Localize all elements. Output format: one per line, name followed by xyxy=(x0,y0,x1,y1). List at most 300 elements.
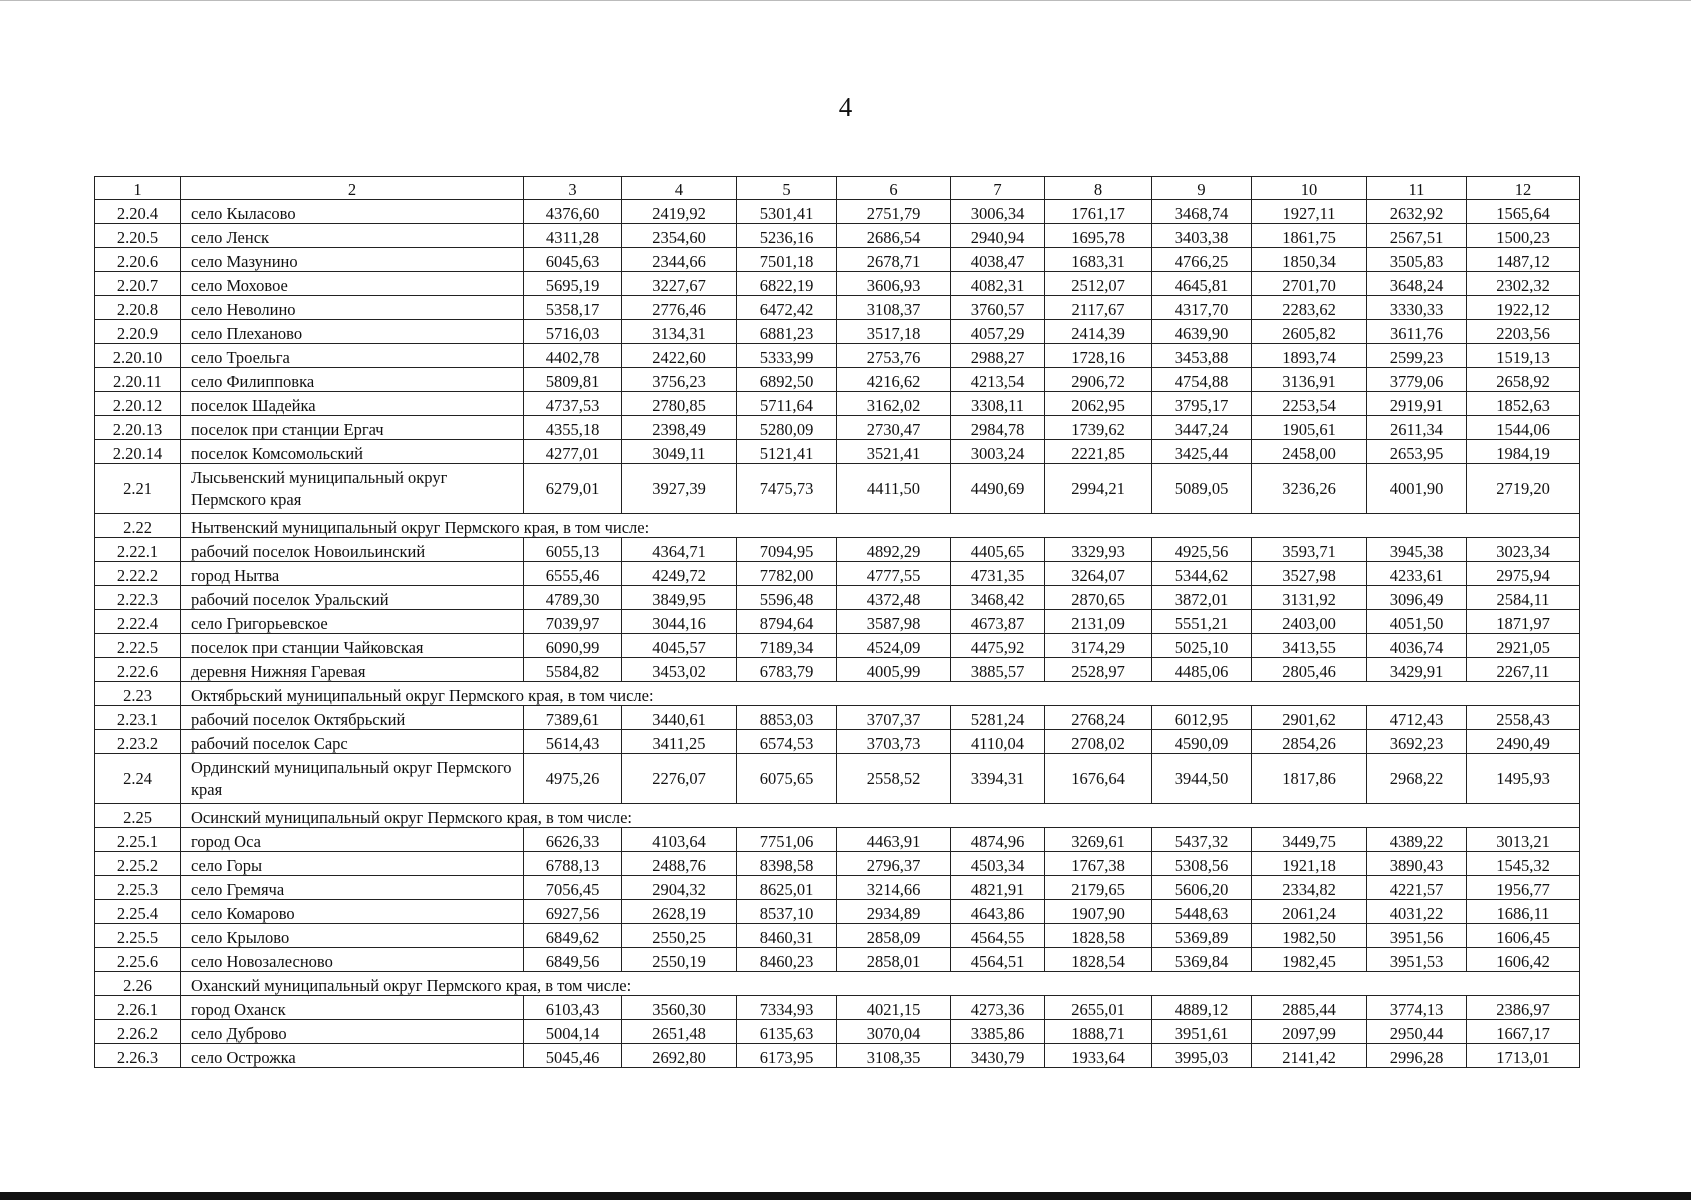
table-row xyxy=(95,416,1580,440)
row-code: 2.25.3 xyxy=(95,876,181,900)
value-cell: 1982,45 xyxy=(1252,948,1367,972)
page-top-edge xyxy=(0,0,1691,1)
value-cell: 3505,83 xyxy=(1367,248,1467,272)
value-cell: 2885,44 xyxy=(1252,996,1367,1020)
value-cell: 2994,21 xyxy=(1045,464,1152,514)
value-cell: 2655,01 xyxy=(1045,996,1152,1020)
value-cell: 4892,29 xyxy=(837,538,951,562)
value-cell: 6788,13 xyxy=(524,852,622,876)
row-code: 2.20.13 xyxy=(95,416,181,440)
value-cell: 3006,34 xyxy=(951,200,1045,224)
value-cell: 3890,43 xyxy=(1367,852,1467,876)
value-cell: 4564,55 xyxy=(951,924,1045,948)
value-cell: 2558,52 xyxy=(837,754,951,804)
value-cell: 3527,98 xyxy=(1252,562,1367,586)
value-cell: 7389,61 xyxy=(524,706,622,730)
value-cell: 2628,19 xyxy=(622,900,737,924)
value-cell: 5596,48 xyxy=(737,586,837,610)
row-name: поселок Шадейка xyxy=(181,392,524,416)
value-cell: 1495,93 xyxy=(1467,754,1580,804)
value-cell: 6822,19 xyxy=(737,272,837,296)
value-cell: 5716,03 xyxy=(524,320,622,344)
row-name: село Кыласово xyxy=(181,200,524,224)
value-cell: 2708,02 xyxy=(1045,730,1152,754)
value-cell: 5280,09 xyxy=(737,416,837,440)
value-cell: 2141,42 xyxy=(1252,1044,1367,1068)
value-cell: 3329,93 xyxy=(1045,538,1152,562)
row-code: 2.25.2 xyxy=(95,852,181,876)
value-cell: 4639,90 xyxy=(1152,320,1252,344)
value-cell: 1767,38 xyxy=(1045,852,1152,876)
value-cell: 2354,60 xyxy=(622,224,737,248)
row-name: село Новозалесново xyxy=(181,948,524,972)
row-code: 2.24 xyxy=(95,754,181,804)
value-cell: 3587,98 xyxy=(837,610,951,634)
value-cell: 7782,00 xyxy=(737,562,837,586)
value-cell: 4317,70 xyxy=(1152,296,1252,320)
column-number-header: 11 xyxy=(1367,177,1467,200)
row-name: город Оханск xyxy=(181,996,524,1020)
value-cell: 4402,78 xyxy=(524,344,622,368)
row-code: 2.21 xyxy=(95,464,181,514)
value-cell: 3945,38 xyxy=(1367,538,1467,562)
value-cell: 2651,48 xyxy=(622,1020,737,1044)
value-cell: 2422,60 xyxy=(622,344,737,368)
value-cell: 5308,56 xyxy=(1152,852,1252,876)
value-cell: 2528,97 xyxy=(1045,658,1152,682)
value-cell: 2870,65 xyxy=(1045,586,1152,610)
value-cell: 5089,05 xyxy=(1152,464,1252,514)
value-cell: 2796,37 xyxy=(837,852,951,876)
value-cell: 4355,18 xyxy=(524,416,622,440)
value-cell: 4405,65 xyxy=(951,538,1045,562)
value-cell: 4645,81 xyxy=(1152,272,1252,296)
value-cell: 4411,50 xyxy=(837,464,951,514)
table-row xyxy=(95,924,1580,948)
value-cell: 3134,31 xyxy=(622,320,737,344)
column-number-header: 9 xyxy=(1152,177,1252,200)
row-name: поселок при станции Чайковская xyxy=(181,634,524,658)
value-cell: 4731,35 xyxy=(951,562,1045,586)
value-cell: 1905,61 xyxy=(1252,416,1367,440)
value-cell: 6574,53 xyxy=(737,730,837,754)
column-number-header: 4 xyxy=(622,177,737,200)
value-cell: 3872,01 xyxy=(1152,586,1252,610)
row-name: рабочий поселок Уральский xyxy=(181,586,524,610)
table-row xyxy=(95,320,1580,344)
value-cell: 2692,80 xyxy=(622,1044,737,1068)
value-cell: 2858,09 xyxy=(837,924,951,948)
value-cell: 6626,33 xyxy=(524,828,622,852)
row-name: деревня Нижняя Гаревая xyxy=(181,658,524,682)
value-cell: 2780,85 xyxy=(622,392,737,416)
value-cell: 1893,74 xyxy=(1252,344,1367,368)
value-cell: 2906,72 xyxy=(1045,368,1152,392)
value-cell: 5711,64 xyxy=(737,392,837,416)
value-cell: 3951,61 xyxy=(1152,1020,1252,1044)
table-row xyxy=(95,610,1580,634)
value-cell: 4524,09 xyxy=(837,634,951,658)
row-name: поселок Комсомольский xyxy=(181,440,524,464)
value-cell: 3394,31 xyxy=(951,754,1045,804)
value-cell: 4376,60 xyxy=(524,200,622,224)
value-cell: 1695,78 xyxy=(1045,224,1152,248)
value-cell: 2653,95 xyxy=(1367,440,1467,464)
value-cell: 3692,23 xyxy=(1367,730,1467,754)
value-cell: 6075,65 xyxy=(737,754,837,804)
value-cell: 4021,15 xyxy=(837,996,951,1020)
value-cell: 2919,91 xyxy=(1367,392,1467,416)
value-cell: 4564,51 xyxy=(951,948,1045,972)
value-cell: 3429,91 xyxy=(1367,658,1467,682)
value-cell: 6927,56 xyxy=(524,900,622,924)
column-number-header: 10 xyxy=(1252,177,1367,200)
value-cell: 1828,54 xyxy=(1045,948,1152,972)
table-row xyxy=(95,392,1580,416)
value-cell: 4005,99 xyxy=(837,658,951,682)
value-cell: 4874,96 xyxy=(951,828,1045,852)
value-cell: 3774,13 xyxy=(1367,996,1467,1020)
value-cell: 2988,27 xyxy=(951,344,1045,368)
value-cell: 2934,89 xyxy=(837,900,951,924)
value-cell: 3521,41 xyxy=(837,440,951,464)
value-cell: 3453,02 xyxy=(622,658,737,682)
group-title: Октябрьский муниципальный округ Пермского края, в том числе: xyxy=(181,682,1580,706)
value-cell: 3453,88 xyxy=(1152,344,1252,368)
table-row xyxy=(95,344,1580,368)
value-cell: 3214,66 xyxy=(837,876,951,900)
row-name: село Комарово xyxy=(181,900,524,924)
value-cell: 2968,22 xyxy=(1367,754,1467,804)
value-cell: 1933,64 xyxy=(1045,1044,1152,1068)
row-name: село Острожка xyxy=(181,1044,524,1068)
value-cell: 1984,19 xyxy=(1467,440,1580,464)
value-cell: 2901,62 xyxy=(1252,706,1367,730)
value-cell: 4273,36 xyxy=(951,996,1045,1020)
value-cell: 1907,90 xyxy=(1045,900,1152,924)
row-code: 2.26.3 xyxy=(95,1044,181,1068)
value-cell: 1713,01 xyxy=(1467,1044,1580,1068)
value-cell: 4590,09 xyxy=(1152,730,1252,754)
value-cell: 3385,86 xyxy=(951,1020,1045,1044)
value-cell: 2940,94 xyxy=(951,224,1045,248)
value-cell: 3648,24 xyxy=(1367,272,1467,296)
value-cell: 2921,05 xyxy=(1467,634,1580,658)
value-cell: 2567,51 xyxy=(1367,224,1467,248)
value-cell: 2751,79 xyxy=(837,200,951,224)
value-cell: 4001,90 xyxy=(1367,464,1467,514)
row-name: город Нытва xyxy=(181,562,524,586)
value-cell: 4233,61 xyxy=(1367,562,1467,586)
value-cell: 2283,62 xyxy=(1252,296,1367,320)
value-cell: 4485,06 xyxy=(1152,658,1252,682)
value-cell: 5369,84 xyxy=(1152,948,1252,972)
value-cell: 3779,06 xyxy=(1367,368,1467,392)
value-cell: 8460,23 xyxy=(737,948,837,972)
value-cell: 1852,63 xyxy=(1467,392,1580,416)
value-cell: 4057,29 xyxy=(951,320,1045,344)
value-cell: 3468,74 xyxy=(1152,200,1252,224)
value-cell: 1545,32 xyxy=(1467,852,1580,876)
row-name: Лысьвенский муниципальный округ Пермского края xyxy=(181,464,524,514)
row-name: село Ленск xyxy=(181,224,524,248)
value-cell: 4754,88 xyxy=(1152,368,1252,392)
value-cell: 4925,56 xyxy=(1152,538,1252,562)
value-cell: 4821,91 xyxy=(951,876,1045,900)
value-cell: 2632,92 xyxy=(1367,200,1467,224)
row-code: 2.25.1 xyxy=(95,828,181,852)
value-cell: 2344,66 xyxy=(622,248,737,272)
value-cell: 7475,73 xyxy=(737,464,837,514)
value-cell: 5236,16 xyxy=(737,224,837,248)
column-number-header: 8 xyxy=(1045,177,1152,200)
value-cell: 3951,53 xyxy=(1367,948,1467,972)
table-row xyxy=(95,296,1580,320)
value-cell: 8625,01 xyxy=(737,876,837,900)
row-name: село Гремяча xyxy=(181,876,524,900)
row-name: рабочий поселок Сарс xyxy=(181,730,524,754)
value-cell: 1922,12 xyxy=(1467,296,1580,320)
value-cell: 1982,50 xyxy=(1252,924,1367,948)
value-cell: 4249,72 xyxy=(622,562,737,586)
value-cell: 3108,35 xyxy=(837,1044,951,1068)
value-cell: 5358,17 xyxy=(524,296,622,320)
value-cell: 3606,93 xyxy=(837,272,951,296)
row-code: 2.25.4 xyxy=(95,900,181,924)
table-row xyxy=(95,248,1580,272)
value-cell: 2605,82 xyxy=(1252,320,1367,344)
value-cell: 5333,99 xyxy=(737,344,837,368)
row-name: село Крылово xyxy=(181,924,524,948)
table-body xyxy=(95,177,1580,1068)
value-cell: 6892,50 xyxy=(737,368,837,392)
value-cell: 6012,95 xyxy=(1152,706,1252,730)
value-cell: 1817,86 xyxy=(1252,754,1367,804)
row-code: 2.26 xyxy=(95,972,181,996)
value-cell: 5004,14 xyxy=(524,1020,622,1044)
value-cell: 3951,56 xyxy=(1367,924,1467,948)
value-cell: 4277,01 xyxy=(524,440,622,464)
value-cell: 2488,76 xyxy=(622,852,737,876)
column-number-header: 6 xyxy=(837,177,951,200)
value-cell: 1519,13 xyxy=(1467,344,1580,368)
value-cell: 1956,77 xyxy=(1467,876,1580,900)
value-cell: 1861,75 xyxy=(1252,224,1367,248)
row-code: 2.20.5 xyxy=(95,224,181,248)
table-row xyxy=(95,706,1580,730)
column-number-header: 12 xyxy=(1467,177,1580,200)
row-code: 2.23.1 xyxy=(95,706,181,730)
value-cell: 2267,11 xyxy=(1467,658,1580,682)
value-cell: 4364,71 xyxy=(622,538,737,562)
value-cell: 2419,92 xyxy=(622,200,737,224)
value-cell: 3425,44 xyxy=(1152,440,1252,464)
value-cell: 3885,57 xyxy=(951,658,1045,682)
value-cell: 2386,97 xyxy=(1467,996,1580,1020)
table-row xyxy=(95,634,1580,658)
value-cell: 4082,31 xyxy=(951,272,1045,296)
group-row xyxy=(95,514,1580,538)
value-cell: 3944,50 xyxy=(1152,754,1252,804)
value-cell: 4110,04 xyxy=(951,730,1045,754)
table-row xyxy=(95,586,1580,610)
value-cell: 2131,09 xyxy=(1045,610,1152,634)
value-cell: 3162,02 xyxy=(837,392,951,416)
value-cell: 3703,73 xyxy=(837,730,951,754)
column-number-header: 2 xyxy=(181,177,524,200)
group-title: Нытвенский муниципальный округ Пермского края, в том числе: xyxy=(181,514,1580,538)
column-number-header: 7 xyxy=(951,177,1045,200)
table-row xyxy=(95,224,1580,248)
value-cell: 1667,17 xyxy=(1467,1020,1580,1044)
value-cell: 2730,47 xyxy=(837,416,951,440)
row-code: 2.22.3 xyxy=(95,586,181,610)
value-cell: 3269,61 xyxy=(1045,828,1152,852)
value-cell: 1606,45 xyxy=(1467,924,1580,948)
table-row xyxy=(95,948,1580,972)
row-code: 2.26.2 xyxy=(95,1020,181,1044)
value-cell: 6881,23 xyxy=(737,320,837,344)
value-cell: 4737,53 xyxy=(524,392,622,416)
value-cell: 3611,76 xyxy=(1367,320,1467,344)
row-name: Ординский муниципальный округ Пермского края xyxy=(181,754,524,804)
value-cell: 2458,00 xyxy=(1252,440,1367,464)
value-cell: 4789,30 xyxy=(524,586,622,610)
value-cell: 7501,18 xyxy=(737,248,837,272)
row-name: село Моховое xyxy=(181,272,524,296)
row-code: 2.20.8 xyxy=(95,296,181,320)
value-cell: 2584,11 xyxy=(1467,586,1580,610)
value-cell: 4213,54 xyxy=(951,368,1045,392)
value-cell: 1739,62 xyxy=(1045,416,1152,440)
value-cell: 2403,00 xyxy=(1252,610,1367,634)
value-cell: 2097,99 xyxy=(1252,1020,1367,1044)
page-number: 4 xyxy=(838,92,853,122)
row-code: 2.25.5 xyxy=(95,924,181,948)
row-name: село Горы xyxy=(181,852,524,876)
value-cell: 6783,79 xyxy=(737,658,837,682)
value-cell: 2117,67 xyxy=(1045,296,1152,320)
value-cell: 6555,46 xyxy=(524,562,622,586)
value-cell: 5695,19 xyxy=(524,272,622,296)
row-code: 2.22 xyxy=(95,514,181,538)
value-cell: 4045,57 xyxy=(622,634,737,658)
value-cell: 4712,43 xyxy=(1367,706,1467,730)
value-cell: 4038,47 xyxy=(951,248,1045,272)
value-cell: 3995,03 xyxy=(1152,1044,1252,1068)
value-cell: 6472,42 xyxy=(737,296,837,320)
value-cell: 1544,06 xyxy=(1467,416,1580,440)
value-cell: 2512,07 xyxy=(1045,272,1152,296)
row-name: рабочий поселок Октябрьский xyxy=(181,706,524,730)
value-cell: 3330,33 xyxy=(1367,296,1467,320)
table-row xyxy=(95,852,1580,876)
value-cell: 3560,30 xyxy=(622,996,737,1020)
value-cell: 5606,20 xyxy=(1152,876,1252,900)
row-code: 2.20.7 xyxy=(95,272,181,296)
value-cell: 2599,23 xyxy=(1367,344,1467,368)
value-cell: 5448,63 xyxy=(1152,900,1252,924)
table-row xyxy=(95,658,1580,682)
table-row xyxy=(95,900,1580,924)
value-cell: 4389,22 xyxy=(1367,828,1467,852)
value-cell: 4463,91 xyxy=(837,828,951,852)
value-cell: 4889,12 xyxy=(1152,996,1252,1020)
value-cell: 2061,24 xyxy=(1252,900,1367,924)
value-cell: 2414,39 xyxy=(1045,320,1152,344)
group-row xyxy=(95,682,1580,706)
value-cell: 3440,61 xyxy=(622,706,737,730)
value-cell: 8460,31 xyxy=(737,924,837,948)
row-code: 2.20.4 xyxy=(95,200,181,224)
value-cell: 2678,71 xyxy=(837,248,951,272)
value-cell: 3430,79 xyxy=(951,1044,1045,1068)
row-name: поселок при станции Ергач xyxy=(181,416,524,440)
value-cell: 4643,86 xyxy=(951,900,1045,924)
value-cell: 4673,87 xyxy=(951,610,1045,634)
value-cell: 4221,57 xyxy=(1367,876,1467,900)
value-cell: 3070,04 xyxy=(837,1020,951,1044)
value-cell: 6090,99 xyxy=(524,634,622,658)
value-cell: 3517,18 xyxy=(837,320,951,344)
table-row xyxy=(95,828,1580,852)
column-number-header: 3 xyxy=(524,177,622,200)
value-cell: 3593,71 xyxy=(1252,538,1367,562)
value-cell: 2768,24 xyxy=(1045,706,1152,730)
value-cell: 6045,63 xyxy=(524,248,622,272)
value-cell: 6055,13 xyxy=(524,538,622,562)
value-cell: 2975,94 xyxy=(1467,562,1580,586)
value-cell: 2276,07 xyxy=(622,754,737,804)
value-cell: 7334,93 xyxy=(737,996,837,1020)
value-cell: 1927,11 xyxy=(1252,200,1367,224)
value-cell: 1565,64 xyxy=(1467,200,1580,224)
table-row xyxy=(95,1044,1580,1068)
value-cell: 3264,07 xyxy=(1045,562,1152,586)
value-cell: 3849,95 xyxy=(622,586,737,610)
value-cell: 2334,82 xyxy=(1252,876,1367,900)
value-cell: 2398,49 xyxy=(622,416,737,440)
group-title: Осинский муниципальный округ Пермского края, в том числе: xyxy=(181,804,1580,828)
table-row xyxy=(95,730,1580,754)
value-cell: 3795,17 xyxy=(1152,392,1252,416)
value-cell: 3049,11 xyxy=(622,440,737,464)
value-cell: 3413,55 xyxy=(1252,634,1367,658)
value-cell: 4216,62 xyxy=(837,368,951,392)
table-row xyxy=(95,996,1580,1020)
value-cell: 3003,24 xyxy=(951,440,1045,464)
table-row xyxy=(95,538,1580,562)
table-row xyxy=(95,562,1580,586)
table-row xyxy=(95,1020,1580,1044)
value-cell: 2062,95 xyxy=(1045,392,1152,416)
value-cell: 5551,21 xyxy=(1152,610,1252,634)
value-cell: 4372,48 xyxy=(837,586,951,610)
value-cell: 3403,38 xyxy=(1152,224,1252,248)
value-cell: 4475,92 xyxy=(951,634,1045,658)
value-cell: 4311,28 xyxy=(524,224,622,248)
value-cell: 2950,44 xyxy=(1367,1020,1467,1044)
value-cell: 1683,31 xyxy=(1045,248,1152,272)
value-cell: 1871,97 xyxy=(1467,610,1580,634)
value-cell: 4103,64 xyxy=(622,828,737,852)
value-cell: 6279,01 xyxy=(524,464,622,514)
value-cell: 1850,34 xyxy=(1252,248,1367,272)
value-cell: 2805,46 xyxy=(1252,658,1367,682)
value-cell: 1728,16 xyxy=(1045,344,1152,368)
value-cell: 6849,56 xyxy=(524,948,622,972)
value-cell: 5045,46 xyxy=(524,1044,622,1068)
